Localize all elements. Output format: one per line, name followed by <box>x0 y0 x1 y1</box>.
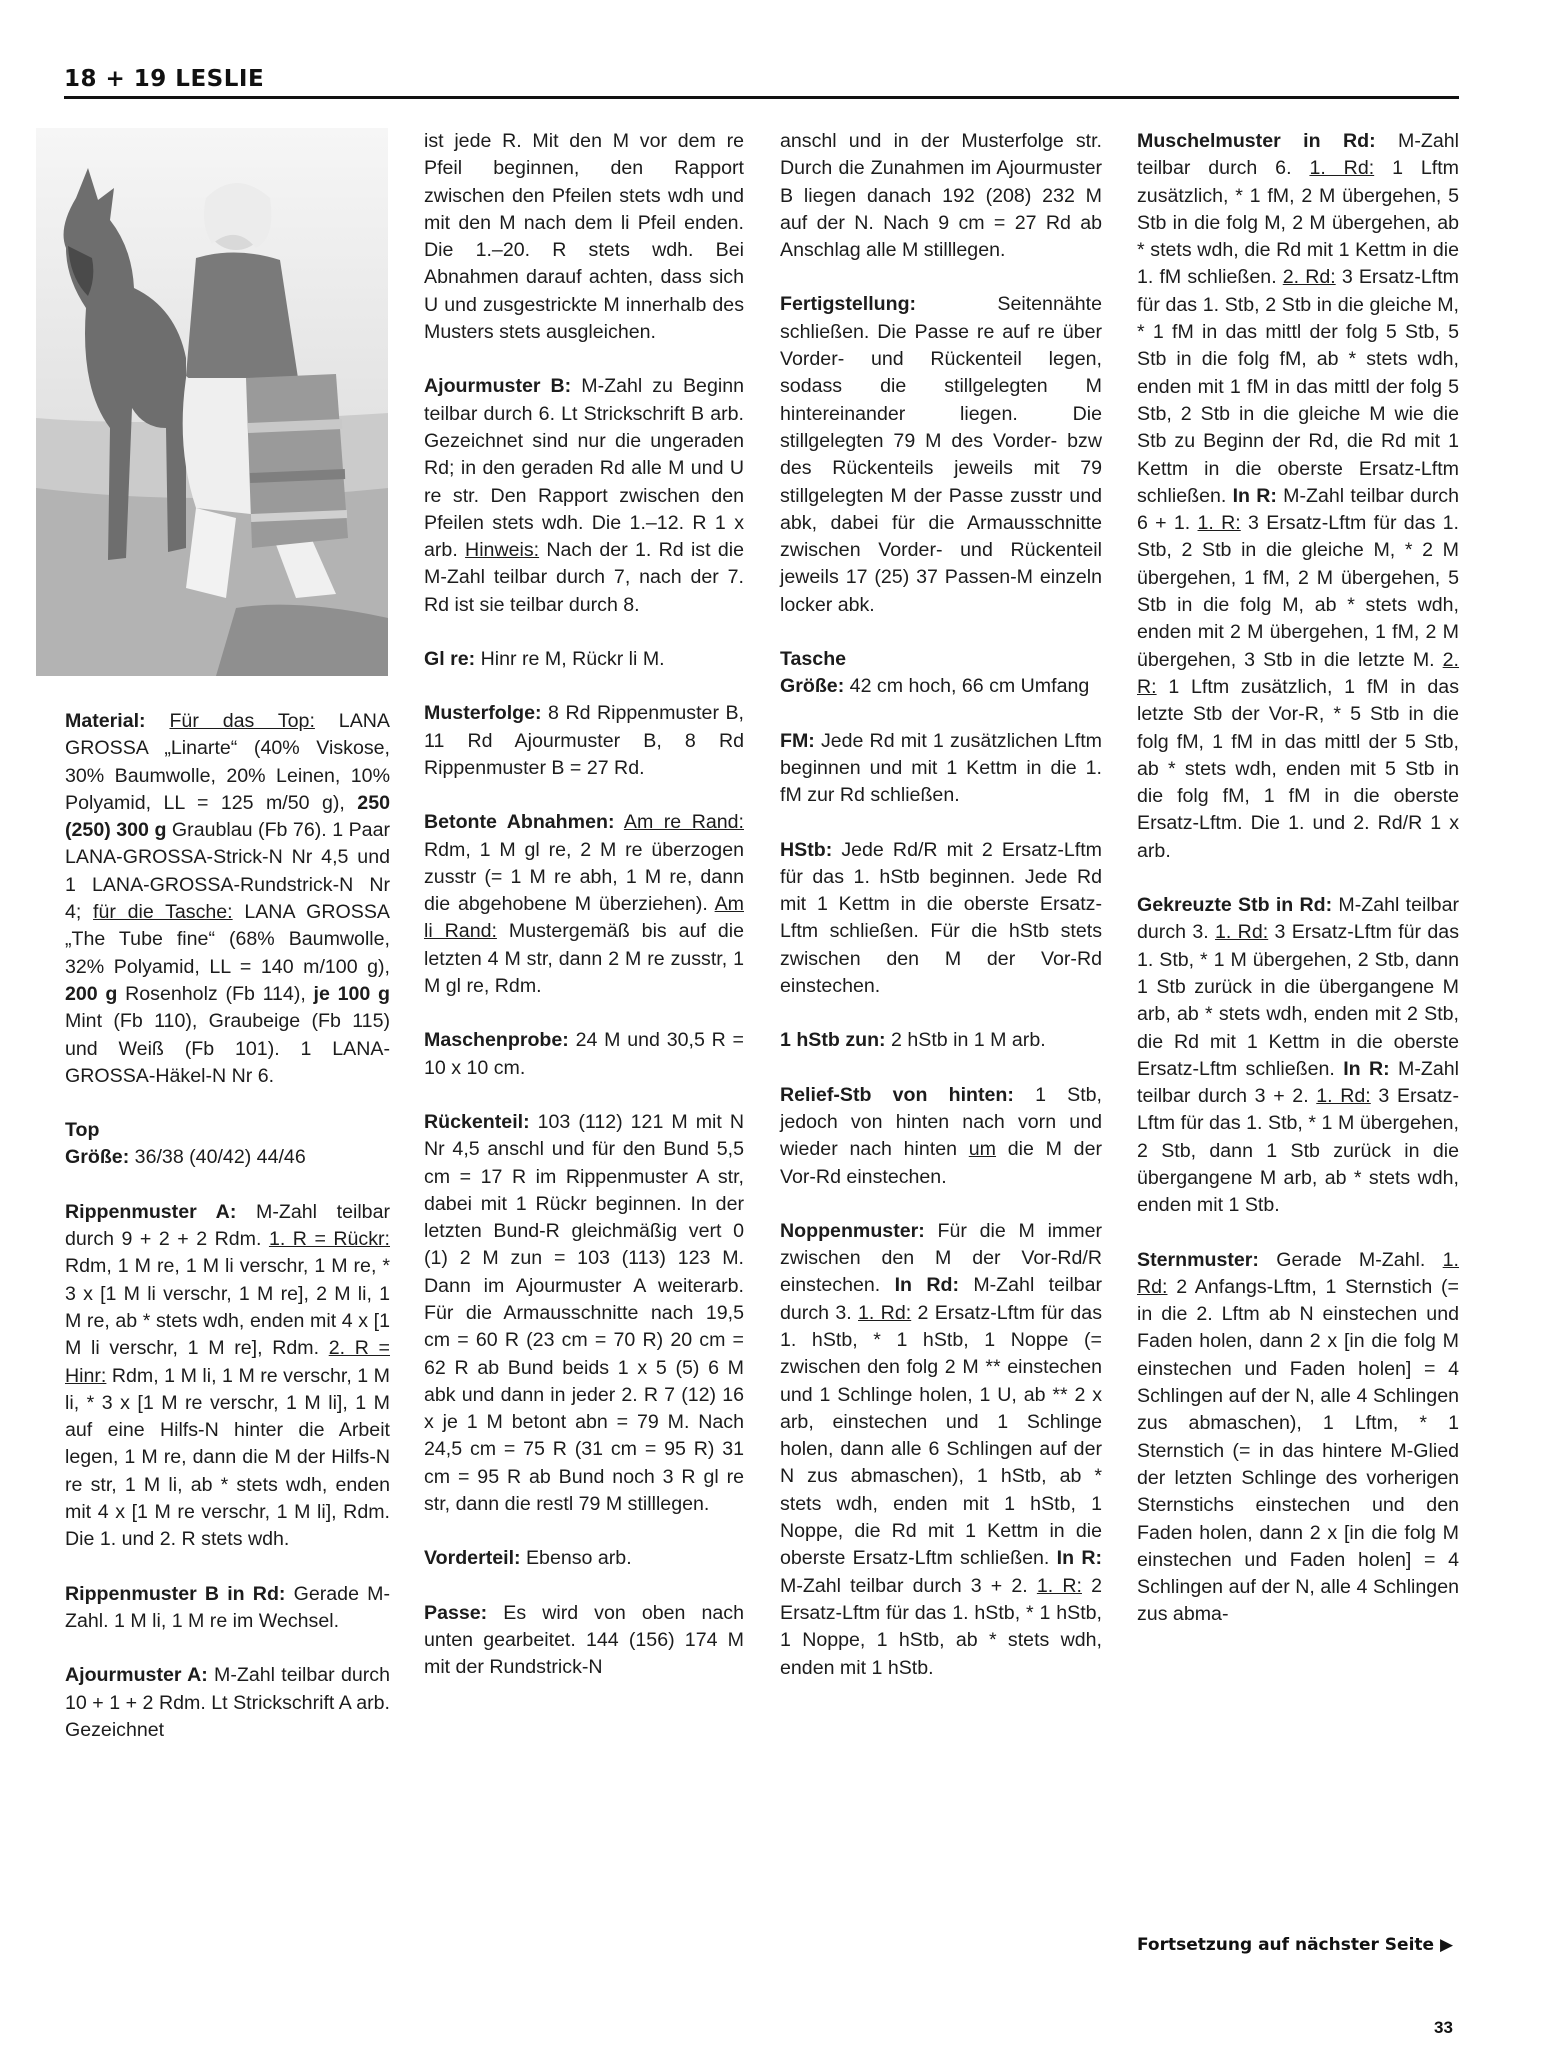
text-run: M-Zahl zu Beginn teilbar durch 6. Lt Strickschrift B arb. Gezeichnet sind nur die ungeraden Rd; in den geraden Rd alle M und U re str. Den Rapport zwischen den Pfeilen stets wdh. Die 1.–12. R 1 x arb. <box>424 375 744 562</box>
bold-label: In Rd: <box>894 1274 959 1297</box>
underlined-label: 1. Rd: <box>1137 1248 1459 1298</box>
text-run: Seitennähte schließen. Die Passe re auf re über Vorder- und Rückenteil legen, sodass die stillgelegten M hintereinander liegen. Die stillgelegten 79 M des Vorder- bzw des Rückenteils jeweils mit 79 stillgelegten M der Passe zusstr und abk, dabei für die Armausschnitte zwischen Vorder- und Rückenteil jeweils 17 (25) 37 Passen-M einzeln locker abk. <box>780 293 1102 616</box>
paragraph <box>424 373 744 619</box>
text-run: LANA GROSSA „Linarte“ (40% Viskose, 30% Baumwolle, 20% Leinen, 10% Polyamid, LL = 125 m/50 g), <box>65 710 390 814</box>
bold-label: Sternmuster: <box>1137 1248 1259 1271</box>
paragraph <box>780 1027 1102 1054</box>
bold-label: Relief-Stb von hinten: <box>780 1083 1014 1106</box>
underlined-label: Am li Rand: <box>424 893 744 943</box>
bold-label: Noppenmuster: <box>780 1219 925 1242</box>
paragraph <box>424 1600 744 1682</box>
text-run: 2 Ersatz-Lftm für das 1. hStb, * 1 hStb, 1 Noppe (= zwischen den folg 2 M ** einstechen und 1 Schlinge holen, 1 U, ab ** 2 x arb, einstechen und 1 Schlinge holen, dann alle 6 Schlingen auf der N zus abmaschen), 1 hStb, ab * stets wdh, enden mit 1 hStb, 1 Noppe, die Rd mit 1 Kettm in die oberste Ersatz-Lftm schließen. <box>780 1301 1103 1570</box>
bold-label: Maschenprobe: <box>424 1029 569 1052</box>
underlined-label: 2. R: <box>1137 648 1459 698</box>
bold-label: Rückenteil: <box>424 1110 530 1133</box>
underlined-label: 2. Rd: <box>1282 266 1336 289</box>
underlined-label: 1. Rd: <box>858 1301 912 1324</box>
underlined-label: 2. R = Hinr: <box>65 1337 390 1387</box>
text-column-3 <box>780 128 1102 1682</box>
text-run: 1 Lftm zusätzlich, 1 fM in das letzte Stb der Vor-R, * 5 Stb in die folg fM, 1 fM in das mittl der 5 Stb, ab * stets wdh, enden mit 5 Stb in die folg fM, 1 fM in die oberste Ersatz-Lftm. Die 1. und 2. Rd/R 1 x arb. <box>1137 675 1459 862</box>
paragraph <box>1137 128 1459 865</box>
text-run: 2 hStb in 1 M arb. <box>885 1029 1046 1052</box>
text-column-4 <box>1137 128 1459 1629</box>
bold-label: HStb: <box>780 838 833 861</box>
page-number: 33 <box>1434 2018 1453 2037</box>
bold-label: In R: <box>1343 1057 1390 1080</box>
paragraph <box>780 728 1102 810</box>
text-run: 3 Ersatz-Lftm für das 1. Stb, 2 Stb in die gleiche M, * 1 fM in das mittl der folg 5 Stb, 5 Stb in die folg fM, ab * stets wdh, enden mit 1 fM in das mittl der folg 5 Stb, 2 Stb in die gleiche M wie die Stb zu Beginn der Rd, die Rd mit 1 Kettm in die oberste Ersatz-Lftm schließen. <box>1137 266 1459 507</box>
paragraph <box>65 1117 390 1172</box>
paragraph <box>424 1027 744 1082</box>
text-run: 2 Ersatz-Lftm für das 1. hStb, * 1 hStb, 1 Noppe, 1 hStb, ab * stets wdh, enden mit 1 hStb. <box>780 1574 1102 1679</box>
underlined-label: Für das Top: <box>169 710 315 732</box>
text-run: 3 Ersatz-Lftm für das 1. Stb, * 1 M übergehen, 2 Stb, dann 1 Stb zurück in die übergangene M arb, ab * stets wdh, enden mit 2 Stb, die Rd mit 1 Kettm in die oberste Ersatz-Lftm schließen. <box>1137 921 1460 1080</box>
text-run: Rosenholz (Fb 114), <box>117 982 314 1005</box>
paragraph <box>424 809 744 1000</box>
bold-label: Fertigstellung: <box>780 293 917 316</box>
paragraph <box>780 291 1102 619</box>
text-run: Ebenso arb. <box>520 1547 632 1570</box>
bold-label: Rippenmuster A: <box>65 1200 237 1223</box>
bold-label: Musterfolge: <box>424 702 542 725</box>
bold-label: 1 hStb zun: <box>780 1029 886 1052</box>
underlined-label: Am re Rand: <box>623 811 744 834</box>
paragraph <box>65 1581 390 1636</box>
text-column-2 <box>424 128 744 1682</box>
text-run: M-Zahl teilbar durch 3. <box>780 1274 1103 1324</box>
text-run: 3 Ersatz-Lftm für das 1. Stb, * 1 M übergehen, 2 Stb, dann 1 Stb zurück in die übergangene M arb, ab * stets wdh, enden mit 1 Stb. <box>1137 1085 1460 1217</box>
photo-illustration <box>36 128 388 676</box>
paragraph <box>424 1545 744 1572</box>
underlined-label: Hinweis: <box>465 539 540 562</box>
paragraph <box>780 128 1102 264</box>
text-run: M-Zahl teilbar durch 10 + 1 + 2 Rdm. Lt Strickschrift A arb. Gezeichnet <box>65 1664 390 1741</box>
paragraph <box>780 646 1102 701</box>
underlined-label: 1. Rd: <box>1215 921 1269 944</box>
paragraph <box>424 1109 744 1518</box>
text-run: 3 Ersatz-Lftm für das 1. Stb, 2 Stb in die gleiche M, * 2 M übergehen, 1 fM, 2 M übergehen, 5 Stb in die folg M, ab * stets wdh, enden mit 2 M übergehen, 1 fM, 2 M übergehen, 3 Stb in die letzte M. <box>1137 512 1459 671</box>
continue-note[interactable]: Fortsetzung auf nächster Seite ▶ <box>1137 1935 1454 1955</box>
paragraph <box>424 128 744 346</box>
bold-label: Tasche <box>780 648 847 671</box>
bold-label: je 100 g <box>313 982 391 1005</box>
text-run: 1 Stb, jedoch von hinten nach vorn und wieder nach hinten <box>780 1083 1103 1161</box>
text-run: Mustergemäß bis auf die letzten 4 M str, dann 2 M re zusstr, 1 M gl re, Rdm. <box>424 920 744 998</box>
text-run: LANA GROSSA „The Tube fine“ (68% Baumwolle, 32% Polyamid, LL = 140 m/100 g), <box>65 901 390 978</box>
bold-label: Größe: <box>65 1146 130 1169</box>
page-title: 18 + 19 LESLIE <box>64 66 265 92</box>
underlined-label: 1. R: <box>1036 1574 1082 1597</box>
text-run: Gerade M-Zahl. 1 M li, 1 M re im Wechsel. <box>65 1582 390 1632</box>
bold-label: Gl re: <box>424 648 476 671</box>
text-run: Rdm, 1 M gl re, 2 M re überzogen zusstr (= 1 M re abh, 1 M re, dann die abgehobene M überziehen). <box>424 838 744 916</box>
bold-label: Rippenmuster B in Rd: <box>65 1582 286 1605</box>
underlined-label: 1. Rd: <box>1309 157 1375 180</box>
bold-label: 250 (250) 300 g <box>65 791 390 842</box>
text-run: 24 M und 30,5 R = 10 x 10 cm. <box>424 1029 744 1079</box>
text-run: Hinr re M, Rückr li M. <box>475 648 665 671</box>
bold-label: Material: <box>65 710 170 732</box>
bold-label: Vorderteil: <box>424 1547 521 1570</box>
text-run: 36/38 (40/42) 44/46 <box>129 1146 306 1169</box>
text-run: 8 Rd Rippenmuster B, 11 Rd Ajourmuster B, 8 Rd Rippenmuster B = 27 Rd. <box>424 702 744 779</box>
text-run: Mint (Fb 110), Graubeige (Fb 115) und Weiß (Fb 101). 1 LANA-GROSSA-Häkel-N Nr 6. <box>65 1010 390 1087</box>
bold-label: 200 g <box>65 982 118 1005</box>
text-run: M-Zahl teilbar durch 3. <box>1137 894 1460 944</box>
text-run: Gerade M-Zahl. <box>1258 1248 1443 1271</box>
bold-label: Gekreuzte Stb in Rd: <box>1137 894 1333 917</box>
text-run: ist jede R. Mit den M vor dem re Pfeil beginnen, den Rapport zwischen den Pfeilen stets wdh und mit den M nach dem li Pfeil enden. Die 1.–20. R stets wdh. Bei Abnahmen darauf achten, dass sich U und zusgestrickte M innerhalb des Musters stets ausgleichen. <box>424 130 744 344</box>
woman-with-donkey-photo <box>36 128 388 676</box>
bold-label: Top <box>65 1119 100 1142</box>
bold-label: Betonte Abnahmen: <box>424 811 615 834</box>
text-run: M-Zahl teilbar durch 3 + 2. <box>1137 1057 1459 1108</box>
page-header <box>64 66 1459 99</box>
text-column-1 <box>65 708 390 1744</box>
bold-label: Muschelmuster in Rd: <box>1137 130 1376 152</box>
text-run: 42 cm hoch, 66 cm Umfang <box>844 675 1090 698</box>
text-run: Nach der 1. Rd ist die M-Zahl teilbar durch 7, nach der 7. Rd ist sie teilbar durch 8. <box>424 539 744 616</box>
underlined-label: für die Tasche: <box>93 901 233 924</box>
text-run: anschl und in der Musterfolge str. Durch die Zunahmen im Ajourmuster B liegen danach 192 (208) 232 M auf der N. Nach 9 cm = 27 Rd ab Anschlag alle M stilllegen. <box>780 130 1102 262</box>
paragraph <box>424 700 744 782</box>
underlined-label: 1. R: <box>1197 512 1241 535</box>
paragraph <box>1137 892 1459 1220</box>
text-run: Rdm, 1 M re, 1 M li verschr, 1 M re, * 3 x [1 M li verschr, 1 M re], 2 M li, 1 M re, ab * stets wdh, enden mit 4 x [1 M li verschr, 1 M re], Rdm. <box>65 1255 390 1360</box>
text-run: 1 Lftm zusätzlich, * 1 fM, 2 M übergehen, 5 Stb in die folg M, 2 M übergehen, ab * stets wdh, die Rd mit 1 Kettm in die 1. fM schließen. <box>1137 157 1459 289</box>
text-run: 2 Anfangs-Lftm, 1 Sternstich (= in die 2. Lftm ab N einstechen und Faden holen, dann 2 x [in die folg M einstechen und Faden holen] = 4 Schlingen auf der N, alle 4 Schlingen zus abmaschen), 1 Lftm, * 1 Sternstich (= in das hintere M-Glied der letzten Schlinge des vorherigen Sternstichs einstechen und den Faden holen, dann 2 x [in die folg M einstechen und Faden holen] = 4 Schlingen auf der N, alle 4 Schlingen zus abma- <box>1137 1275 1459 1626</box>
paragraph <box>780 837 1102 1001</box>
paragraph <box>65 708 390 1090</box>
paragraph <box>424 646 744 673</box>
text-run: Jede Rd mit 1 zusätzlichen Lftm beginnen und mit 1 Kettm in die 1. fM zur Rd schließen. <box>780 729 1102 807</box>
text-run: M-Zahl teilbar durch 3 + 2. <box>780 1574 1037 1597</box>
text-run: die M der Vor-Rd einstechen. <box>780 1138 1102 1188</box>
text-run: 103 (112) 121 M mit N Nr 4,5 anschl und für den Bund 5,5 cm = 17 R im Rippenmuster A str, dabei mit 1 Rückr beginnen. In der letzten Bund-R gleichmäßig vert 0 (1) 2 M zun = 103 (113) 123 M. Dann im Ajourmuster A weiterarb. Für die Armausschnitte nach 19,5 cm = 60 R (23 cm = 70 R) 20 cm = 62 R ab Bund beids 1 x 5 (5) 6 M abk und dann in jeder 2. R 7 (12) 16 x je 1 M betont abn = 79 M. Nach 24,5 cm = 75 R (31 cm = 95 R) 31 cm = 95 R ab Bund noch 3 R gl re str, dann die restl 79 M stilllegen. <box>424 1110 744 1516</box>
paragraph <box>780 1082 1102 1191</box>
text-run: Für die M immer zwischen den M der Vor-Rd/R einstechen. <box>780 1219 1102 1297</box>
underlined-label: 1. R = Rückr: <box>268 1228 390 1251</box>
underlined-label: um <box>968 1138 997 1161</box>
text-run: Jede Rd/R mit 2 Ersatz-Lftm für das 1. hStb beginnen. Jede Rd mit 1 Kettm in die oberste Ersatz-Lftm schließen. Für die hStb stets zwischen den M der Vor-Rd einstechen. <box>780 838 1102 998</box>
text-run: Graublau (Fb 76). 1 Paar LANA-GROSSA-Strick-N Nr 4,5 und 1 LANA-GROSSA-Rundstrick-N Nr 4; <box>65 819 390 924</box>
text-run <box>614 811 623 833</box>
bold-label: Größe: <box>780 675 845 698</box>
bold-label: In R: <box>1232 484 1277 507</box>
bold-label: Ajourmuster B: <box>424 375 572 398</box>
text-run: M-Zahl teilbar durch 6 + 1. <box>1137 484 1459 535</box>
underlined-label: 1. Rd: <box>1316 1085 1371 1108</box>
text-run: Rdm, 1 M li, 1 M re verschr, 1 M li, * 3 x [1 M re verschr, 1 M li], 1 M auf eine Hilfs-N hinter die Arbeit legen, 1 M re, dann die M der Hilfs-N re str, 1 M li, ab * stets wdh, enden mit 4 x [1 M re verschr, 1 M li], Rdm. Die 1. und 2. R stets wdh. <box>65 1364 390 1551</box>
text-run: M-Zahl teilbar durch 6. <box>1137 130 1459 180</box>
bold-label: Passe: <box>424 1601 488 1624</box>
bold-label: Ajourmuster A: <box>65 1664 208 1687</box>
text-run: M-Zahl teilbar durch 9 + 2 + 2 Rdm. <box>65 1200 390 1251</box>
text-run: Es wird von oben nach unten gearbeitet. 144 (156) 174 M mit der Rundstrick-N <box>424 1601 744 1679</box>
paragraph <box>780 1218 1102 1682</box>
paragraph <box>1137 1247 1459 1629</box>
paragraph <box>65 1199 390 1554</box>
bold-label: In R: <box>1056 1547 1102 1570</box>
paragraph <box>65 1662 390 1744</box>
bold-label: FM: <box>780 729 815 752</box>
